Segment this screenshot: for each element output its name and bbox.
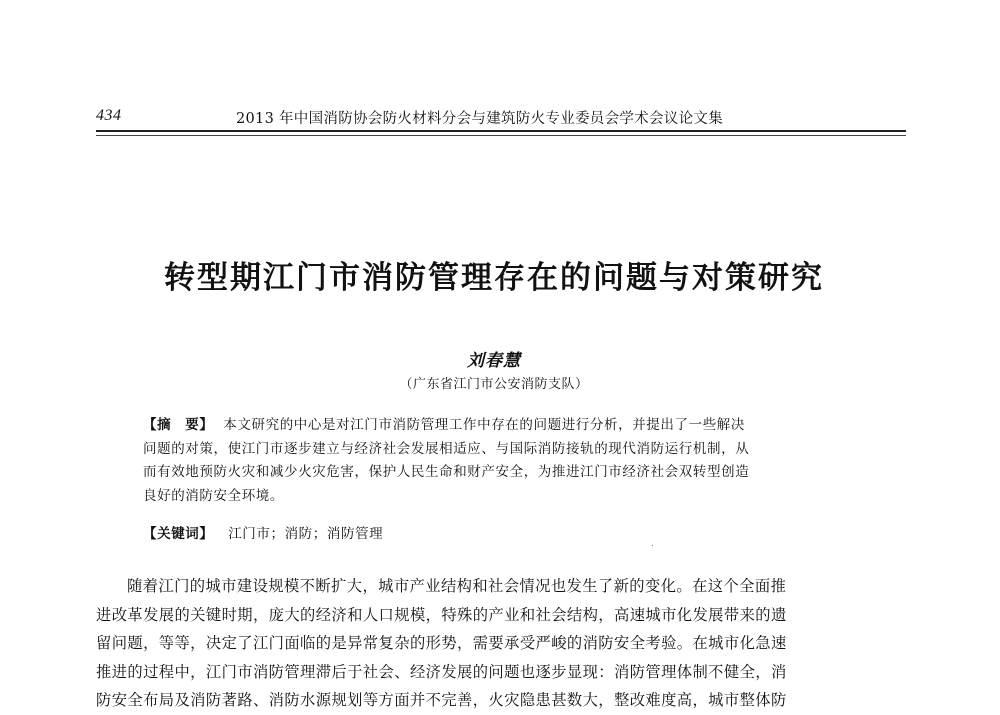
abstract-line: 问题的对策，使江门市逐步建立与经济社会发展相适应、与国际消防接轨的现代消防运行机制，从: [143, 440, 750, 457]
body-line: 推进的过程中，江门市消防管理滞后于社会、经济发展的问题也逐步显现：消防管理体制不健全，消: [96, 662, 787, 681]
body-text: [96, 572, 906, 715]
running-header: 2013 年中国消防协会防火材料分会与建筑防火专业委员会学术会议论文集: [236, 111, 724, 127]
author-name: 刘春慧: [467, 351, 521, 371]
abstract-line: 而有效地预防火灾和减少火灾危害，保护人民生命和财产安全，为推进江门市经济社会双转型创造: [143, 464, 750, 480]
abstract-line: [143, 414, 853, 438]
body-line: 随着江门的城市建设规模不断扩大，城市产业结构和社会情况也发生了新的变化。在这个全面推: [127, 577, 787, 595]
header-rule-thin: [96, 135, 906, 136]
body-line: 进改革发展的关键时期，庞大的经济和人口规模，特殊的产业和社会结构，高速城市化发展带来的遗: [96, 605, 787, 624]
keywords-text: 江门市；消防；消防管理: [228, 526, 384, 542]
abstract-block: [143, 414, 853, 508]
keywords-label: 【关键词】: [143, 526, 214, 542]
author-affiliation: （广东省江门市公安消防支队）: [399, 377, 589, 392]
header-rule-thick: [96, 130, 906, 132]
body-line: 防安全布局及消防著路、消防水源规划等方面并不完善，火灾隐患甚数大，整改难度高，城市整体防: [96, 691, 787, 709]
keywords-block: [143, 522, 383, 542]
page-number: 434: [96, 107, 122, 124]
paper-title: 转型期江门市消防管理存在的问题与对策研究: [164, 260, 824, 296]
scan-speck: [652, 545, 653, 546]
abstract-text: 本文研究的中心是对江门市消防管理工作中存在的问题进行分析，并提出了一些解决: [223, 417, 745, 433]
body-line: 留问题，等等，决定了江门面临的是异常复杂的形势，需要承受严峻的消防安全考验。在城市化急速: [96, 634, 787, 652]
abstract-label: 【摘 要】: [143, 417, 214, 433]
abstract-line: 良好的消防安全环境。: [143, 487, 284, 504]
